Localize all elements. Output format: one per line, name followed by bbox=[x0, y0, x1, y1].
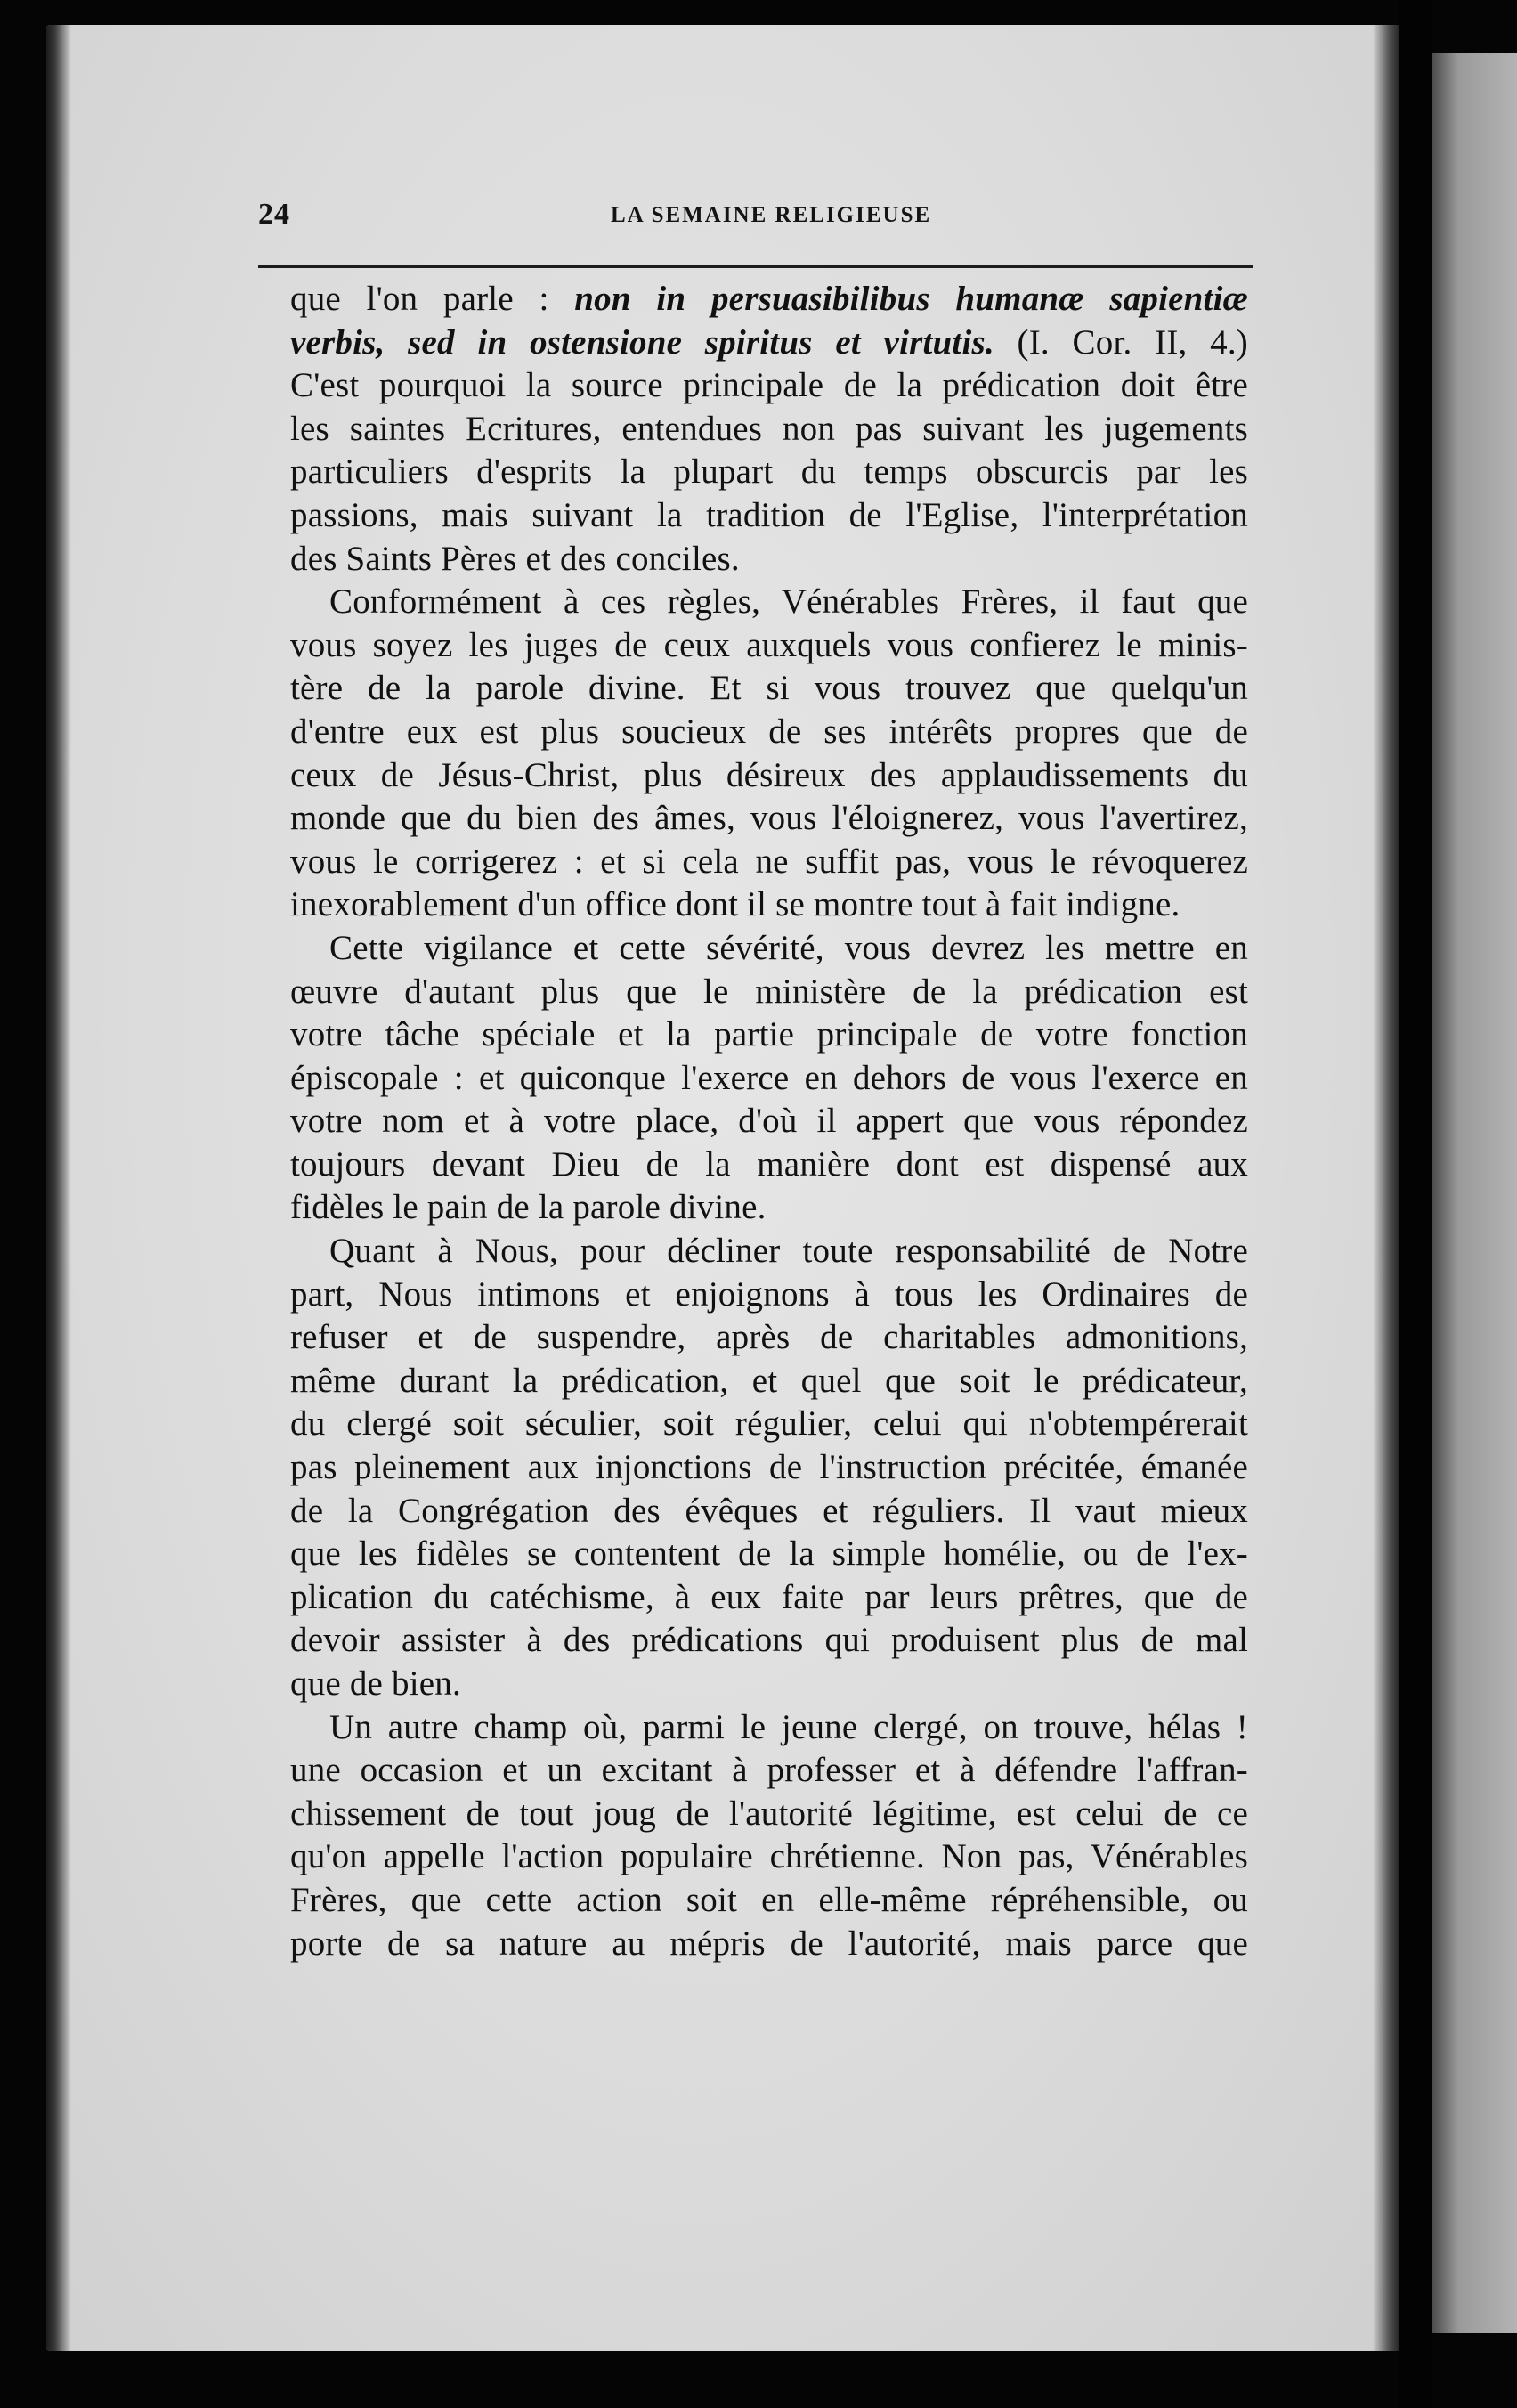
line-text: que les fidèles se contentent de la simple homélie, ou de l'ex- bbox=[290, 1534, 1248, 1574]
line-text: passions, mais suivant la tradition de l'Eglise, l'interprétation bbox=[290, 495, 1248, 534]
line-text: devoir assister à des prédications qui produisent plus de mal bbox=[290, 1621, 1248, 1660]
text-line bbox=[290, 1663, 1248, 1706]
text-line bbox=[290, 1360, 1248, 1403]
line-text: vous le corrigerez : et si cela ne suffit pas, vous le révoquerez bbox=[290, 842, 1248, 881]
text-line bbox=[290, 1490, 1248, 1533]
text-line bbox=[290, 1316, 1248, 1360]
line-text: fidèles le pain de la parole divine. bbox=[290, 1188, 767, 1227]
line-text: des Saints Pères et des conciles. bbox=[290, 539, 740, 578]
line-text: votre tâche spéciale et la partie principale de votre fonction bbox=[290, 1015, 1248, 1054]
line-text: du clergé soit séculier, soit régulier, celui qui n'obtempérerait bbox=[290, 1404, 1248, 1444]
line-text: d'entre eux est plus soucieux de ses intérêts propres que de bbox=[290, 712, 1248, 751]
facing-page-edge bbox=[1432, 53, 1517, 2333]
text-line bbox=[290, 624, 1248, 668]
text-line bbox=[290, 1706, 1248, 1750]
line-text: C'est pourquoi la source principale de la prédication doit être bbox=[290, 366, 1248, 405]
text-line bbox=[290, 927, 1248, 971]
text-line bbox=[290, 1835, 1248, 1879]
line-text: toujours devant Dieu de la manière dont est dispensé aux bbox=[290, 1144, 1248, 1184]
text-line bbox=[290, 581, 1248, 624]
line-text: de la Congrégation des évêques et réguliers. Il vaut mieux bbox=[290, 1491, 1248, 1530]
line-text: que de bien. bbox=[290, 1664, 461, 1703]
text-line bbox=[290, 1186, 1248, 1230]
line-text: œuvre d'autant plus que le ministère de la prédication est bbox=[290, 972, 1248, 1011]
line-text: que l'on parle : bbox=[290, 280, 575, 318]
text-line bbox=[290, 1749, 1248, 1793]
latin-quotation: non in persuasibilibus humanæ sapientiæ bbox=[574, 280, 1248, 318]
text-line bbox=[290, 321, 1248, 365]
scripture-reference: (I. Cor. II, 4.) bbox=[994, 322, 1248, 362]
text-line bbox=[290, 1879, 1248, 1923]
body-text bbox=[290, 278, 1248, 1965]
line-text: pas pleinement aux injonctions de l'instruction précitée, émanée bbox=[290, 1448, 1248, 1487]
text-line bbox=[290, 451, 1248, 494]
text-line bbox=[290, 1793, 1248, 1836]
line-text: les saintes Ecritures, entendues non pas suivant les jugements bbox=[290, 409, 1248, 448]
text-line bbox=[290, 364, 1248, 408]
text-line bbox=[290, 1273, 1248, 1317]
text-line bbox=[290, 1533, 1248, 1576]
line-text: une occasion et un excitant à professer et à défendre l'affran- bbox=[290, 1751, 1248, 1790]
text-line bbox=[290, 1013, 1248, 1057]
line-text: Frères, que cette action soit en elle-même répréhensible, ou bbox=[290, 1880, 1248, 1919]
running-head bbox=[258, 198, 1253, 239]
text-line bbox=[290, 754, 1248, 798]
line-text: même durant la prédication, et quel que soit le prédicateur, bbox=[290, 1361, 1248, 1400]
line-text: votre nom et à votre place, d'où il appert que vous répondez bbox=[290, 1102, 1248, 1141]
running-title: LA SEMAINE RELIGIEUSE bbox=[611, 203, 932, 227]
text-line bbox=[290, 841, 1248, 884]
line-text: monde que du bien des âmes, vous l'éloignerez, vous l'avertirez, bbox=[290, 799, 1248, 838]
text-line bbox=[290, 1403, 1248, 1446]
line-text: chissement de tout joug de l'autorité légitime, est celui de ce bbox=[290, 1794, 1248, 1833]
line-text: qu'on appelle l'action populaire chrétienne. Non pas, Vénérables bbox=[290, 1837, 1248, 1876]
text-line bbox=[290, 1446, 1248, 1490]
line-text: part, Nous intimons et enjoignons à tous les Ordinaires de bbox=[290, 1274, 1248, 1314]
line-text: refuser et de suspendre, après de charitables admonitions, bbox=[290, 1318, 1248, 1357]
text-line bbox=[290, 667, 1248, 711]
text-line bbox=[290, 1100, 1248, 1143]
line-text: plication du catéchisme, à eux faite par leurs prêtres, que de bbox=[290, 1577, 1248, 1616]
text-line bbox=[290, 1143, 1248, 1187]
header-rule bbox=[258, 265, 1253, 268]
text-line bbox=[290, 1576, 1248, 1620]
text-line bbox=[290, 538, 1248, 582]
book-gutter bbox=[1399, 0, 1432, 2408]
text-line bbox=[290, 1619, 1248, 1663]
line-text: porte de sa nature au mépris de l'autorité, mais parce que bbox=[290, 1924, 1248, 1963]
text-line bbox=[290, 494, 1248, 538]
text-line bbox=[290, 883, 1248, 927]
text-line bbox=[290, 797, 1248, 841]
text-line bbox=[290, 1230, 1248, 1273]
text-line bbox=[290, 971, 1248, 1014]
line-text: Conformément à ces règles, Vénérables Frères, il faut que bbox=[329, 582, 1248, 622]
line-text: inexorablement d'un office dont il se montre tout à fait indigne. bbox=[290, 885, 1180, 924]
line-text: Quant à Nous, pour décliner toute responsabilité de Notre bbox=[329, 1232, 1248, 1271]
line-text: Cette vigilance et cette sévérité, vous devrez les mettre en bbox=[329, 928, 1248, 967]
line-text: ceux de Jésus-Christ, plus désireux des applaudissements du bbox=[290, 755, 1248, 794]
line-text: vous soyez les juges de ceux auxquels vous confierez le minis- bbox=[290, 625, 1248, 664]
latin-quotation: verbis, sed in ostensione spiritus et virtutis. bbox=[290, 322, 994, 362]
page-number: 24 bbox=[258, 198, 290, 231]
line-text: Un autre champ où, parmi le jeune clergé, on trouve, hélas ! bbox=[329, 1707, 1248, 1746]
line-text: épiscopale : et quiconque l'exerce en dehors de vous l'exerce en bbox=[290, 1058, 1248, 1097]
text-line bbox=[290, 278, 1248, 321]
line-text: tère de la parole divine. Et si vous trouvez que quelqu'un bbox=[290, 669, 1248, 708]
text-line bbox=[290, 408, 1248, 452]
line-text: particuliers d'esprits la plupart du temps obscurcis par les bbox=[290, 452, 1248, 492]
text-line bbox=[290, 1057, 1248, 1101]
text-line bbox=[290, 1923, 1248, 1966]
text-line bbox=[290, 711, 1248, 754]
